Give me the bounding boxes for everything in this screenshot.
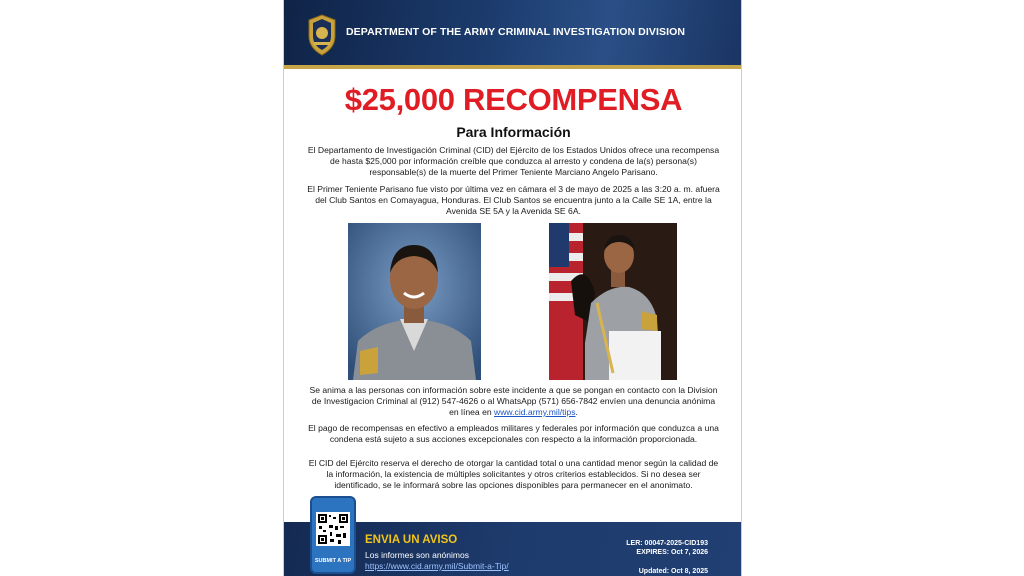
contact-text-end: . [575,407,578,417]
header-title: DEPARTMENT OF THE ARMY CRIMINAL INVESTIGATION DIVISION [346,26,686,38]
reward-poster [283,0,742,576]
reward-subtitle: Para Información [456,124,571,140]
contact-text: Se anima a las personas con información sobre este incidente a que se pongan en contacto con la Division de Investigacion Criminal al (912) 547-4626 o al WhatsApp (571) 656-7842 envíen una denuncia anónima en línea en [309,385,718,417]
submit-tip-label[interactable]: SUBMIT A TIP [314,558,352,564]
payment-paragraph: El pago de recompensas en efectivo a empleados militares y federales por información que conduzca a una condena está sujeto a sus acciones excepcionales con respecto a la información proporcionada. [308,423,719,444]
expires-date: EXPIRES: Oct 7, 2026 [636,549,708,556]
reward-title: $25,000 RECOMPENSA [344,82,683,117]
last-seen-paragraph: El Primer Teniente Parisano fue visto por última vez en cámara el 3 de mayo de 2025 a las 3:20 a. m. afuera del Club Santos en Comayagua, Honduras. El Club Santos se encuentra junto a la Calle SE 1A, entre la Avenida SE 5A y la Avenida SE 6A. [307,184,720,216]
qr-code-icon[interactable] [316,512,350,546]
header-gold-stripe [284,65,742,69]
updated-date: Updated: Oct 8, 2025 [638,568,708,575]
cid-badge-icon [306,14,338,56]
tip-subtitle: Los informes son anónimos [365,550,469,560]
portrait-photo [348,223,481,380]
contact-paragraph [306,385,721,418]
rights-paragraph: El CID del Ejército reserva el derecho de otorgar la cantidad total o una cantidad menor según la calidad de la información, la existencia de múltiples solicitantes y otros criterios establecidos. Si no desea ser identificado, se le informará sobre las opciones disponibles para permanecer en el anonimato. [308,458,719,490]
submit-tip-phone[interactable] [310,496,356,574]
submit-tip-link[interactable]: https://www.cid.army.mil/Submit-a-Tip/ [365,561,509,571]
uniform-photo [549,223,677,380]
poster-header [284,0,742,66]
intro-paragraph: El Departamento de Investigación Criminal (CID) del Ejército de los Estados Unidos ofrece una recompensa de hasta $25,000 por información creíble que conduzca al arresto y condena de la(s) persona(s) responsable(s) de la muerte del Primer Teniente Marciano Angelo Parisano. [307,145,720,177]
ler-number: LER: 00047-2025-CID193 [626,540,708,547]
tip-title: ENVIA UN AVISO [365,534,458,546]
tips-link[interactable]: www.cid.army.mil/tips [494,407,576,417]
